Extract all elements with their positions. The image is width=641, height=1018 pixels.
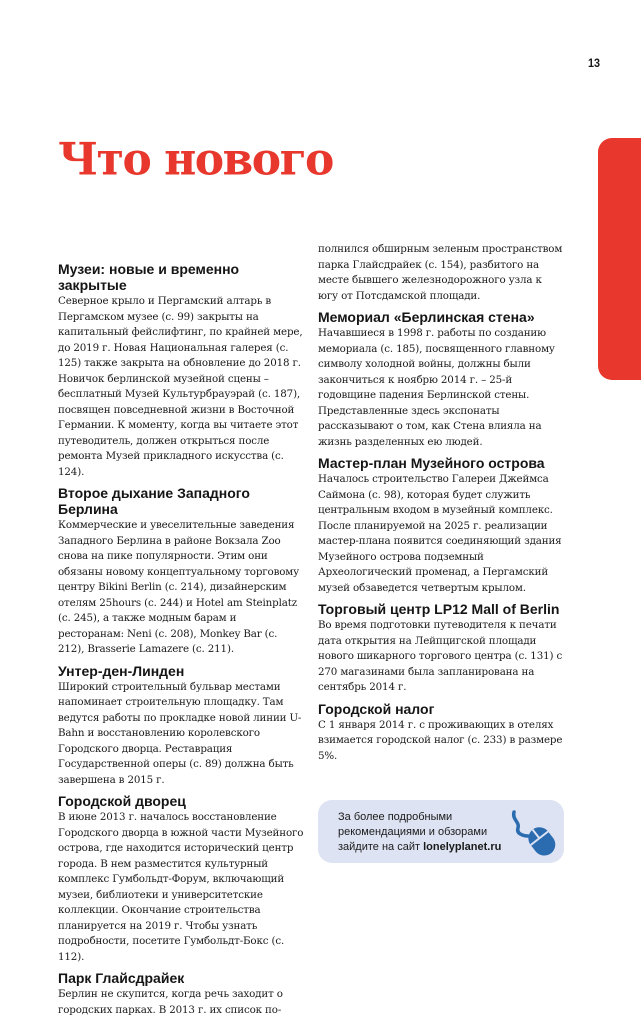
- section-body-city-tax: С 1 января 2014 г. с проживающих в отелях взимается городской налог (с. 233) в размере 5%.: [318, 718, 563, 762]
- section-body-west-berlin: Коммерческие и увеселительные заведения Западного Берлина в районе Вокзала Zoo снова на пике популярности. Этим они обязаны новому концептуальному торговому центру Bikini Berlin (с. 214), дизайнерским отелям 25hours (с. 244) и Hotel am Steinplatz (с. 245), а также модным барам и ресторанам: Neni (с. 208), Monkey Bar (с. 212), Brasserie Lamazere (с. 211).: [58, 519, 300, 655]
- section-heading-berlin-wall: Мемориал «Берлинская стена»: [318, 309, 535, 325]
- section-body-gleisdreieck: Берлин не скупится, когда речь заходит о городских парках. В 2013 г. их список по-: [58, 988, 283, 1016]
- section-heading-unter-den-linden: Унтер-ден-Линден: [58, 662, 185, 679]
- section-body-museum-island: Началось строительство Галереи Джеймса Саймона (с. 98), которая будет служить центральным входом в музейный комплекс. После планируемой на 2025 г. реализации мастер-плана появится соединяющий здания Музейного острова подземный Археологический променад, а Пергамский музей обзаведется четвертым крылом.: [318, 473, 562, 594]
- info-message: За более подробными рекомендациями и обзорами зайдите на сайт: [338, 811, 488, 853]
- computer-mouse-icon: [508, 806, 560, 858]
- section-heading-museum-island: Мастер-план Музейного острова: [318, 455, 545, 471]
- right-column: [318, 242, 564, 764]
- section-body-unter-den-linden: Широкий строительный бульвар местами напоминает строительную площадку. Там ведутся работы по прокладке новой линии U-Bahn и восстановлению королевского Городского дворца. Реставрация Государственной оперы (с. 89) должна быть завершена в 2015 г.: [58, 680, 302, 786]
- section-body-lp12-mall: Во время подготовки путеводителя к печати дата открытия на Лейпцигской площади нового шикарного торгового центра (с. 131) с 270 магазинами была запланирована на сентябрь 2014 г.: [318, 619, 563, 693]
- section-heading-gleisdreieck: Парк Глайсдрайек: [58, 970, 185, 986]
- section-body-museums: Северное крыло и Пергамский алтарь в Пергамском музее (с. 99) закрыты на капитальный фейслифтинг, по крайней мере, до 2019 г. Новая Национальная галерея (с. 125) также закрыта на обновление до 2018 г. Новичок берлинской музейной сцены – бесплатный Музей Культурбрауэрай (с. 187), посвящен повседневной жизни в Восточной Германии. К моменту, когда вы читаете этот путеводитель, должен открыться после ремонта Музей прикладного искусства (с. 124).: [58, 295, 303, 478]
- info-text: [338, 810, 513, 855]
- section-heading-west-berlin: Второе дыхание Западного Берлина: [58, 485, 250, 517]
- section-heading-city-palace: Городской дворец: [58, 793, 186, 809]
- left-column: [58, 256, 304, 1018]
- section-body-berlin-wall: Начавшиеся в 1998 г. работы по созданию мемориала (с. 185), посвященного главному символу холодной войны, должны были закончиться к ноябрю 2014 г. – 25-й годовщине падения Берлинской стены. Представленные здесь экспонаты рассказывают о том, как Стена влияла на жизнь разделенных ею людей.: [318, 327, 555, 448]
- info-box: [318, 800, 564, 863]
- section-heading-city-tax: Городской налог: [318, 700, 435, 717]
- info-link[interactable]: lonelyplanet.ru: [423, 841, 502, 853]
- chapter-tab: [598, 138, 641, 380]
- section-body-city-palace: В июне 2013 г. началось восстановление Городского дворца в южной части Музейного острова, где находится исторический центр города. В нем разместится культурный комплекс Гумбольдт-Форум, включающий музеи, библиотеки и университетские коллекции. Окончание строительства планируется на 2019 г. Чтобы узнать подробности, посетите Гумбольдт-Бокс (с. 112).: [58, 811, 304, 963]
- page-title: Что нового: [58, 133, 333, 186]
- section-heading-museums: Музеи: новые и временно закрытые: [58, 261, 240, 293]
- continued-paragraph: полнился обширным зеленым пространством парка Глайсдрайек (с. 154), разбитого на месте бывшего железнодорожного узла к югу от Потсдамской площади.: [318, 243, 563, 302]
- section-heading-lp12-mall: Торговый центр LP12 Mall of Berlin: [318, 601, 560, 617]
- page-number: 13: [587, 56, 600, 70]
